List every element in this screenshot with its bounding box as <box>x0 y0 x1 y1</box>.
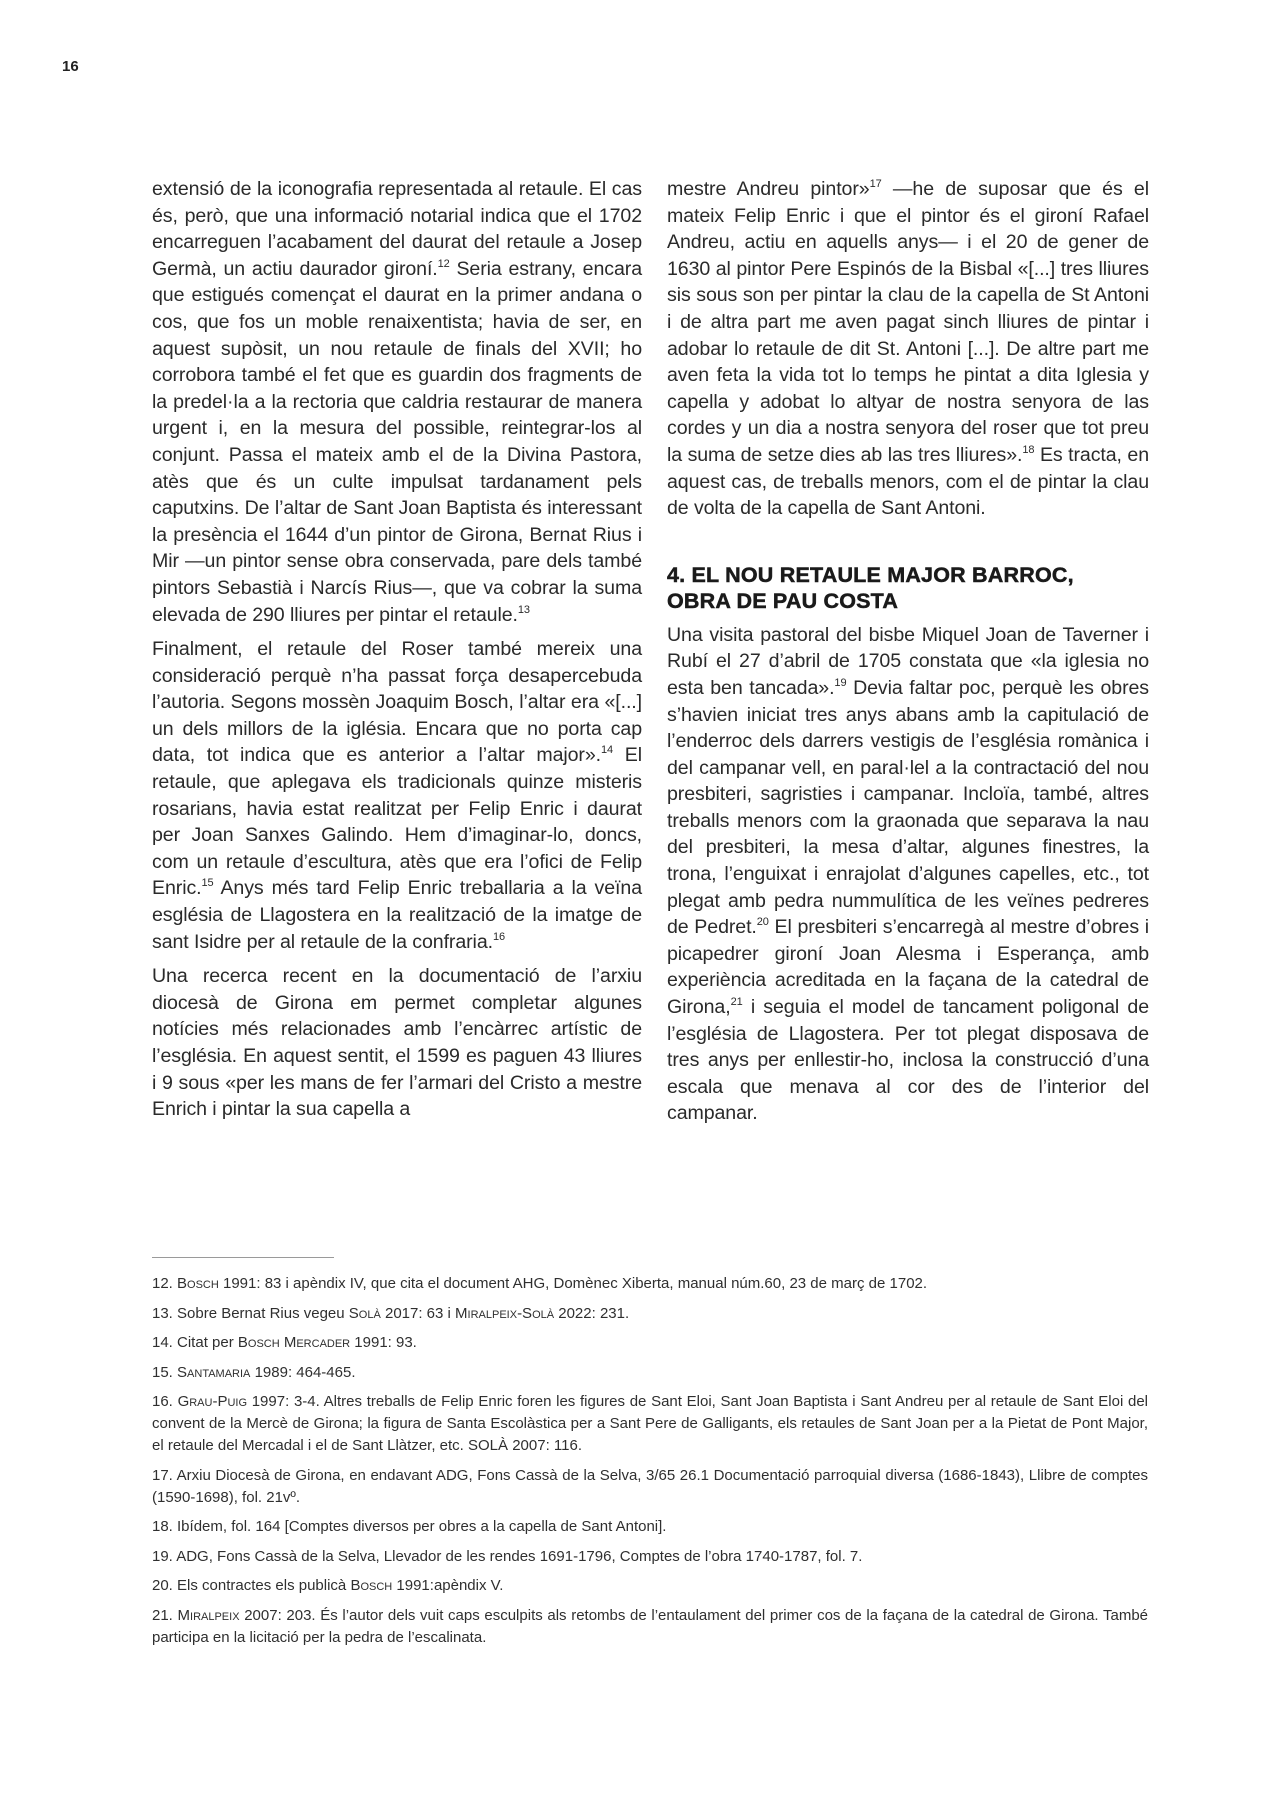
footnote <box>152 1516 1148 1538</box>
footnote-reference[interactable]: 17 <box>869 177 882 190</box>
footnote-reference[interactable]: 20 <box>756 916 769 928</box>
footnote-reference[interactable]: 18 <box>1022 443 1035 456</box>
footnote <box>152 1575 1148 1597</box>
text-run: —he de suposar que és el mateix Felip Enric i que el pintor és el gironí Rafael Andreu, actiu en aquells anys— i el 20 de gener de 1630 al pintor Pere Espinós de la Bisbal «[...] tres lliures sis sous son per pintar la clau de la capella de St Antoni i de altra part me aven pagat sinch lliures de pintar i adobar lo retaule de dit St. Antoni [...]. De altre part me aven feta la vida tot lo temps he pintat a dita Iglesia y capella y adobat lo altyar de nostra senyora de las cordes y un dia a nostra senyora del roser que tot preu la suma de setze dies ab las tres lliures». <box>667 178 1149 466</box>
text-run: 21. <box>152 1606 178 1624</box>
text-run: Una recerca recent en la documentació de l’arxiu diocesà de Girona em permet completar algunes notícies més relacionades amb l’encàrrec artístic de l’església. En aquest sentit, el 1599 es paguen 43 lliures i 9 sous «per les mans de fer l’armari del Cristo a mestre Enrich i pintar la sua capella a <box>152 965 642 1121</box>
footnote-reference[interactable]: 16 <box>492 930 506 943</box>
text-run: mestre Andreu pintor» <box>667 178 870 200</box>
footnotes <box>152 1273 1148 1656</box>
text-run: 19. ADG, Fons Cassà de la Selva, Llevador de les rendes 1691-1796, Comptes de l’obra 1740-1787, fol. 7. <box>152 1547 863 1565</box>
author-name: Miralpeix <box>177 1606 240 1624</box>
body-paragraph <box>667 622 1149 1127</box>
section-heading-line2: OBRA DE PAU COSTA <box>667 588 899 613</box>
section-heading <box>667 562 1149 614</box>
text-run: Anys més tard Felip Enric treballaria a la veïna església de Llagostera en la realització de la imatge de sant Isidre per al retaule de la confraria. <box>152 877 642 953</box>
text-run: 2007: 203. És l’autor dels vuit caps esculpits als retombs de l’entaulament del primer cos de la façana de la catedral de Girona. També participa en la licitació per la pedra de l’escalinata. <box>152 1606 1148 1646</box>
footnote <box>152 1605 1148 1649</box>
text-run: 12. <box>152 1275 178 1292</box>
right-paragraphs-before <box>667 176 1149 522</box>
footnote <box>152 1465 1148 1509</box>
footnote-reference[interactable]: 19 <box>834 676 847 689</box>
text-run: 2022: 231. <box>554 1304 630 1322</box>
text-run: 20. Els contractes els publicà <box>152 1577 351 1594</box>
text-run: 16. <box>152 1393 178 1410</box>
footnote-reference[interactable]: 15 <box>201 877 214 890</box>
footnote <box>152 1273 1148 1295</box>
author-name: Bosch <box>177 1275 219 1292</box>
text-run: extensió de la iconografia representada al retaule. El cas és, però, que una informació notarial indica que el 1702 encarreguen l’acabament del daurat del retaule a Josep Germà, un actiu daurador gironí. <box>152 178 642 280</box>
text-run: 1997: 3-4. Altres treballs de Felip Enric foren les figures de Sant Eloi, Sant Joan Baptista i Sant Andreu per al retaule de Sant Eloi del convent de la Mercè de Girona; la figura de Santa Escolàstica per a Sant Pere de Galligants, els retaules de Sant Joan per a la Pietat de Pont Major, el retaule del Mercadal i el de Sant Llàtzer, etc. SOLÀ 2007: 116. <box>152 1393 1148 1454</box>
text-run: 15. <box>152 1363 178 1381</box>
footnote-reference[interactable]: 21 <box>730 995 743 1008</box>
left-paragraphs <box>152 176 642 1123</box>
footnote <box>152 1391 1148 1457</box>
text-run: 1989: 464-465. <box>250 1363 356 1381</box>
footnote-reference[interactable]: 12 <box>437 257 450 270</box>
body-paragraph <box>152 963 642 1123</box>
text-run: El presbiteri s’encarregà al mestre d’obres i picapedrer gironí Joan Alesma i Esperança, amb experiència acreditada en la façana de la catedral de Girona, <box>667 916 1149 1019</box>
section-heading-line1: 4. EL NOU RETAULE MAJOR BARROC, <box>667 562 1074 587</box>
footnote <box>152 1362 1148 1384</box>
body-paragraph <box>152 176 642 628</box>
footnote-reference[interactable]: 14 <box>601 744 614 757</box>
text-run: Finalment, el retaule del Roser també mereix una consideració perquè n’ha passat força desapercebuda l’autoria. Segons mossèn Joaquim Bosch, l’altar era «[...] un dels millors de la iglésia. Encara que no porta cap data, tot indica que es anterior a l’altar major». <box>152 638 642 767</box>
right-column <box>667 176 1149 1135</box>
page-number: 16 <box>62 58 79 75</box>
text-run: 14. Citat per <box>152 1334 238 1351</box>
author-name: Solà <box>348 1304 381 1322</box>
text-run: Devia faltar poc, perquè les obres s’havien iniciat tres anys abans amb la capitulació de l’enderroc dels darrers vestigis de l’església romànica i del campanar vell, en paral·lel a la contractació del nou presbiteri, sagristies i campanar. Incloïa, també, altres treballs menors com la graonada que separava la nau del presbiteri, la mesa d’altar, algunes finestres, la trona, l’enguixat i enrajolat d’algunes capelles, etc., tot plegat amb pedra nummulítica de les veïnes pedreres de Pedret. <box>667 676 1149 939</box>
body-paragraph <box>152 636 642 955</box>
footnote <box>152 1546 1148 1568</box>
text-run: 2017: 63 i <box>380 1304 456 1322</box>
text-run: 1991: 93. <box>350 1334 417 1351</box>
text-run: 1991: 83 i apèndix IV, que cita el document AHG, Domènec Xiberta, manual núm.60, 23 de març de 1702. <box>218 1275 928 1292</box>
text-run: El retaule, que aplegava els tradicionals quinze misteris rosarians, havia estat realitzat per Felip Enric i daurat per Joan Sanxes Galindo. Hem d’imaginar-lo, doncs, com un retaule d’escultura, atès que era l’ofici de Felip Enric. <box>152 744 642 900</box>
text-run: 13. Sobre Bernat Rius vegeu <box>152 1304 349 1322</box>
body-paragraph <box>667 176 1149 522</box>
right-paragraphs-after <box>667 622 1149 1127</box>
author-name: Bosch Mercader <box>237 1334 351 1351</box>
text-run: Seria estrany, encara que estigués començat el daurat en la primer andana o cos, que fos un moble renaixentista; havia de ser, en aquest supòsit, un nou retaule de finals del XVII; ho corrobora també el fet que es guardin dos fragments de la predel·la a la rectoria que caldria restaurar de manera urgent i, en la mesura del possible, reintegrar-los al conjunt. Passa el mateix amb el de la Divina Pastora, atès que és un culte impulsat tardanament pels caputxins. De l’altar de Sant Joan Baptista és interessant la presència el 1644 d’un pintor de Girona, Bernat Rius i Mir —un pintor sense obra conservada, pare dels també pintors Sebastià i Narcís Rius—, que va cobrar la suma elevada de 290 lliures per pintar el retaule. <box>152 257 642 626</box>
footnote <box>152 1303 1148 1325</box>
author-name: Bosch <box>350 1577 393 1594</box>
text-run: 17. Arxiu Diocesà de Girona, en endavant ADG, Fons Cassà de la Selva, 3/65 26.1 Documentació parroquial diversa (1686-1843), Llibre de comptes (1590-1698), fol. 21vº. <box>152 1466 1148 1506</box>
footnote-reference[interactable]: 13 <box>517 603 530 616</box>
author-name: Miralpeix-Solà <box>455 1304 555 1322</box>
author-name: Santamaria <box>177 1363 251 1381</box>
footnote-divider <box>152 1257 334 1258</box>
text-run: i seguia el model de tancament poligonal de l’església de Llagostera. Per tot plegat disposava de tres anys per enllestir-ho, inclosa la construcció d’una escala que menava al cor des de l’interior del campanar. <box>667 996 1149 1125</box>
text-run: Es tracta, en aquest cas, de treballs menors, com el de pintar la clau de volta de la capella de Sant Antoni. <box>667 443 1149 520</box>
text-run: Una visita pastoral del bisbe Miquel Joan de Taverner i Rubí el 27 d’abril de 1705 constata que «la iglesia no esta ben tancada». <box>667 623 1149 699</box>
author-name: Grau-Puig <box>177 1393 248 1410</box>
footnote <box>152 1332 1148 1354</box>
text-run: 18. Ibídem, fol. 164 [Comptes diversos per obres a la capella de Sant Antoni]. <box>152 1518 667 1535</box>
left-column <box>152 176 642 1131</box>
text-run: 1991:apèndix V. <box>392 1577 504 1594</box>
